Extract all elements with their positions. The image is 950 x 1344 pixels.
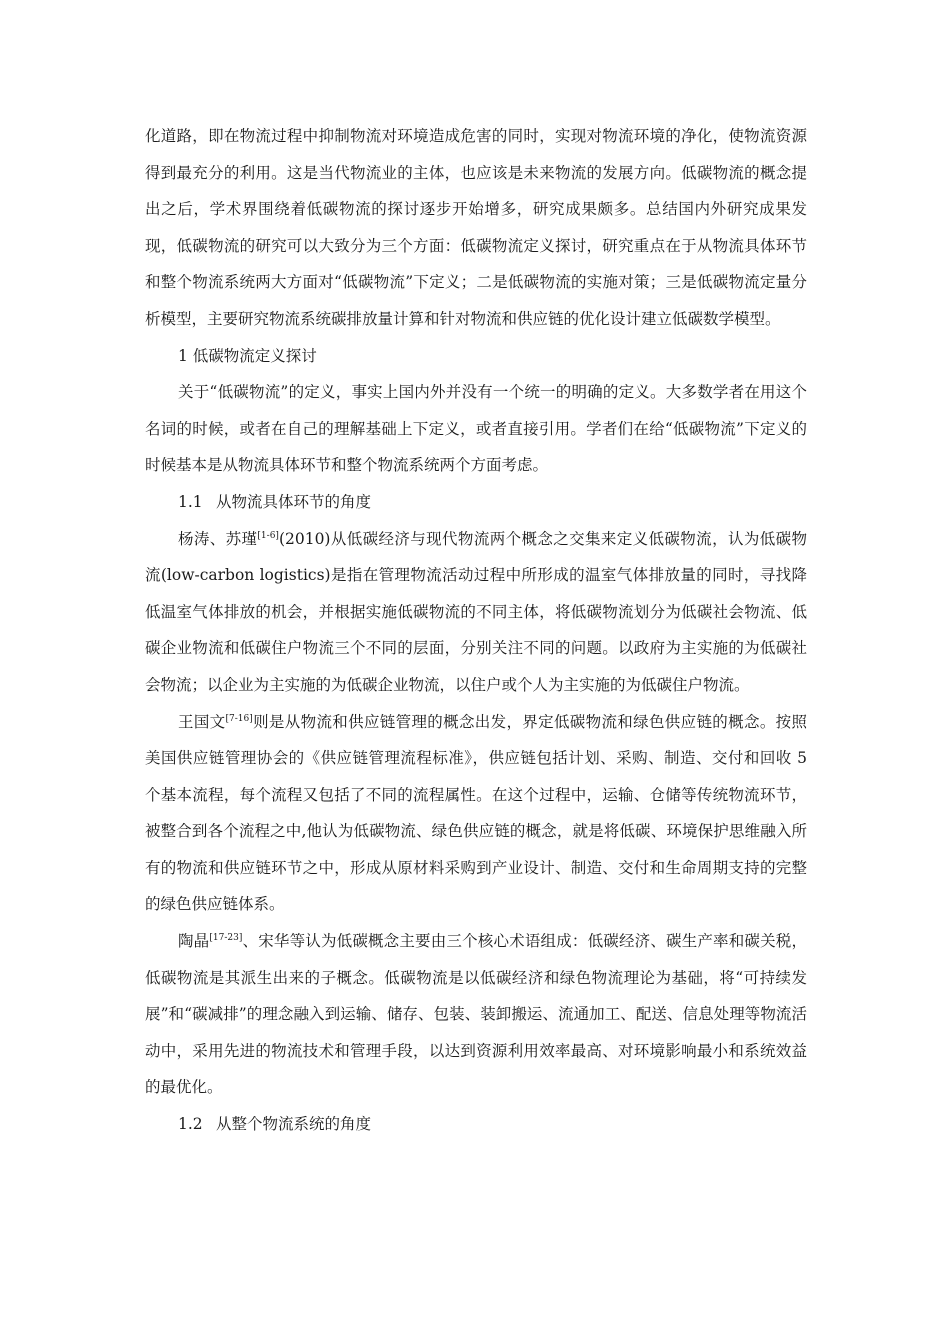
- citation-ref: [7-16]: [225, 713, 253, 724]
- subsection-heading-1-1: [145, 484, 807, 521]
- subsection-title: 从物流具体环节的角度: [216, 492, 372, 511]
- paragraph-yang-su: [145, 521, 807, 704]
- paragraph-intro: 化道路，即在物流过程中抑制物流对环境造成危害的同时，实现对物流环境的净化，使物流资源得到最充分的利用。这是当代物流业的主体，也应该是未来物流的发展方向。低碳物流的概念提出之后，学术界围绕着低碳物流的探讨逐步开始增多，研究成果颇多。总结国内外研究成果发现，低碳物流的研究可以大致分为三个方面：低碳物流定义探讨，研究重点在于从物流具体环节和整个物流系统两大方面对“低碳物流”下定义；二是低碳物流的实施对策；三是低碳物流定量分析模型，主要研究物流系统碳排放量计算和针对物流和供应链的优化设计建立低碳数学模型。: [145, 127, 807, 328]
- paragraph-text: (2010)从低碳经济与现代物流两个概念之交集来定义低碳物流，认为低碳物流(low-carbon logistics)是指在管理物流活动过程中所形成的温室气体排放量的同时，寻找降低温室气体排放的机会，并根据实施低碳物流的不同主体，将低碳物流划分为低碳社会物流、低碳企业物流和低碳住户物流三个不同的层面，分别关注不同的问题。以政府为主实施的为低碳社会物流；以企业为主实施的为低碳企业物流，以住户或个人为主实施的为低碳住户物流。: [145, 529, 807, 694]
- paragraph-definition: 关于“低碳物流”的定义，事实上国内外并没有一个统一的明确的定义。大多数学者在用这个名词的时候，或者在自己的理解基础上下定义，或者直接引用。学者们在给“低碳物流”下定义的时候基本是从物流具体环节和整个物流系统两个方面考虑。: [145, 383, 807, 475]
- subsection-title: 从整个物流系统的角度: [216, 1115, 372, 1134]
- paragraph-text: 杨涛、苏瑾: [178, 529, 258, 548]
- subsection-number: 1.1: [178, 492, 203, 511]
- paragraph-tao: [145, 923, 807, 1106]
- citation-ref: [17-23]: [209, 933, 243, 944]
- section-heading-1: 1 低碳物流定义探讨: [178, 346, 317, 365]
- paragraph-wang: [145, 704, 807, 924]
- paragraph-text: 王国文: [178, 712, 226, 731]
- document-page: [145, 118, 807, 1143]
- paragraph-text: 则是从物流和供应链管理的概念出发，界定低碳物流和绿色供应链的概念。按照美国供应链管理协会的《供应链管理流程标准》，供应链包括计划、采购、制造、交付和回收 5 个基本流程，每个流程又包括了不同的流程属性。在这个过程中，运输、仓储等传统物流环节，被整合到各个流程之中,他认为低碳物流、绿色供应链的概念，就是将低碳、环境保护思维融入所有的物流和供应链环节之中，形成从原材料采购到产业设计、制造、交付和生命周期支持的完整的绿色供应链体系。: [145, 712, 807, 914]
- subsection-number: 1.2: [178, 1115, 203, 1134]
- subsection-heading-1-2: [145, 1106, 807, 1143]
- paragraph-text: 陶晶: [178, 932, 210, 951]
- citation-ref: [1-6]: [257, 530, 279, 541]
- paragraph-text: 、宋华等认为低碳概念主要由三个核心术语组成：低碳经济、碳生产率和碳关税，低碳物流是其派生出来的子概念。低碳物流是以低碳经济和绿色物流理论为基础，将“可持续发展”和“碳减排”的理念融入到运输、储存、包装、装卸搬运、流通加工、配送、信息处理等物流活动中，采用先进的物流技术和管理手段，以达到资源利用效率最高、对环境影响最小和系统效益的最优化。: [145, 932, 807, 1097]
